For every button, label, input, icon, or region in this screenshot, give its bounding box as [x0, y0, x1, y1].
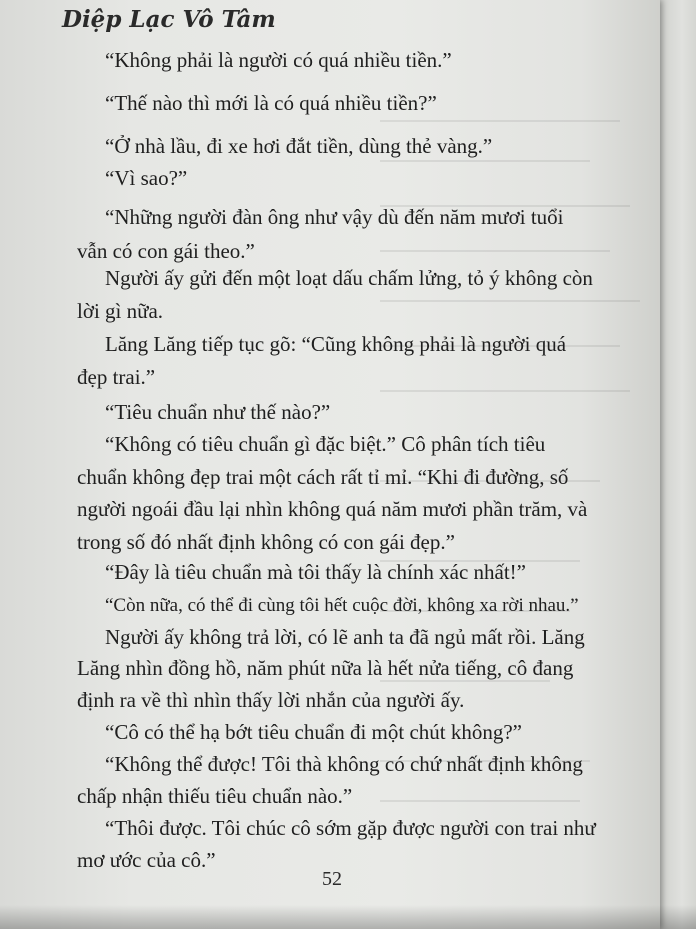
text-line: “Thế nào thì mới là có quá nhiều tiền?” — [105, 91, 437, 115]
text-line: “Không có tiêu chuẩn gì đặc biệt.” Cô phân tích tiêu — [105, 432, 546, 456]
text-line: “Không thể được! Tôi thà không có chứ nhất định không — [105, 752, 583, 776]
text-line: Lăng Lăng tiếp tục gõ: “Cũng không phải là người quá — [105, 332, 567, 356]
text-line: Người ấy gửi đến một loạt dấu chấm lửng, tỏ ý không còn — [105, 266, 593, 290]
text-line: “Những người đàn ông như vậy dù đến năm mươi tuổi — [105, 205, 564, 229]
text-line: chuẩn không đẹp trai một cách rất tỉ mỉ. “Khi đi đường, số — [77, 465, 569, 489]
text-line: trong số đó nhất định không có con gái đẹp.” — [77, 530, 455, 554]
text-line: Lăng nhìn đồng hồ, năm phút nữa là hết nửa tiếng, cô đang — [77, 656, 574, 680]
running-header: Diệp Lạc Vô Tâm — [62, 6, 276, 33]
text-line: lời gì nữa. — [77, 299, 164, 323]
text-line: mơ ước của cô.” — [77, 848, 216, 872]
text-line: “Tiêu chuẩn như thế nào?” — [105, 400, 331, 424]
text-line: “Còn nữa, có thể đi cùng tôi hết cuộc đời, không xa rời nhau.” — [105, 595, 579, 616]
bottom-shadow — [0, 905, 696, 929]
text-line: “Vì sao?” — [105, 166, 188, 190]
text-line: định ra về thì nhìn thấy lời nhắn của người ấy. — [77, 688, 465, 712]
text-line: “Cô có thể hạ bớt tiêu chuẩn đi một chút không?” — [105, 720, 522, 744]
text-line: “Đây là tiêu chuẩn mà tôi thấy là chính xác nhất!” — [105, 560, 526, 584]
text-line: người ngoái đầu lại nhìn không quá năm mươi phần trăm, và — [77, 497, 588, 521]
page-number: 52 — [322, 868, 342, 890]
text-line: Người ấy không trả lời, có lẽ anh ta đã ngủ mất rồi. Lăng — [105, 625, 585, 649]
text-line: “Thôi được. Tôi chúc cô sớm gặp được người con trai như — [105, 816, 596, 840]
text-line: vẫn có con gái theo.” — [77, 239, 255, 263]
text-line: đẹp trai.” — [77, 365, 156, 389]
text-line: chấp nhận thiếu tiêu chuẩn nào.” — [77, 784, 353, 808]
text-line: “Ở nhà lầu, đi xe hơi đắt tiền, dùng thẻ vàng.” — [105, 134, 493, 158]
text-line: “Không phải là người có quá nhiều tiền.” — [105, 48, 452, 72]
